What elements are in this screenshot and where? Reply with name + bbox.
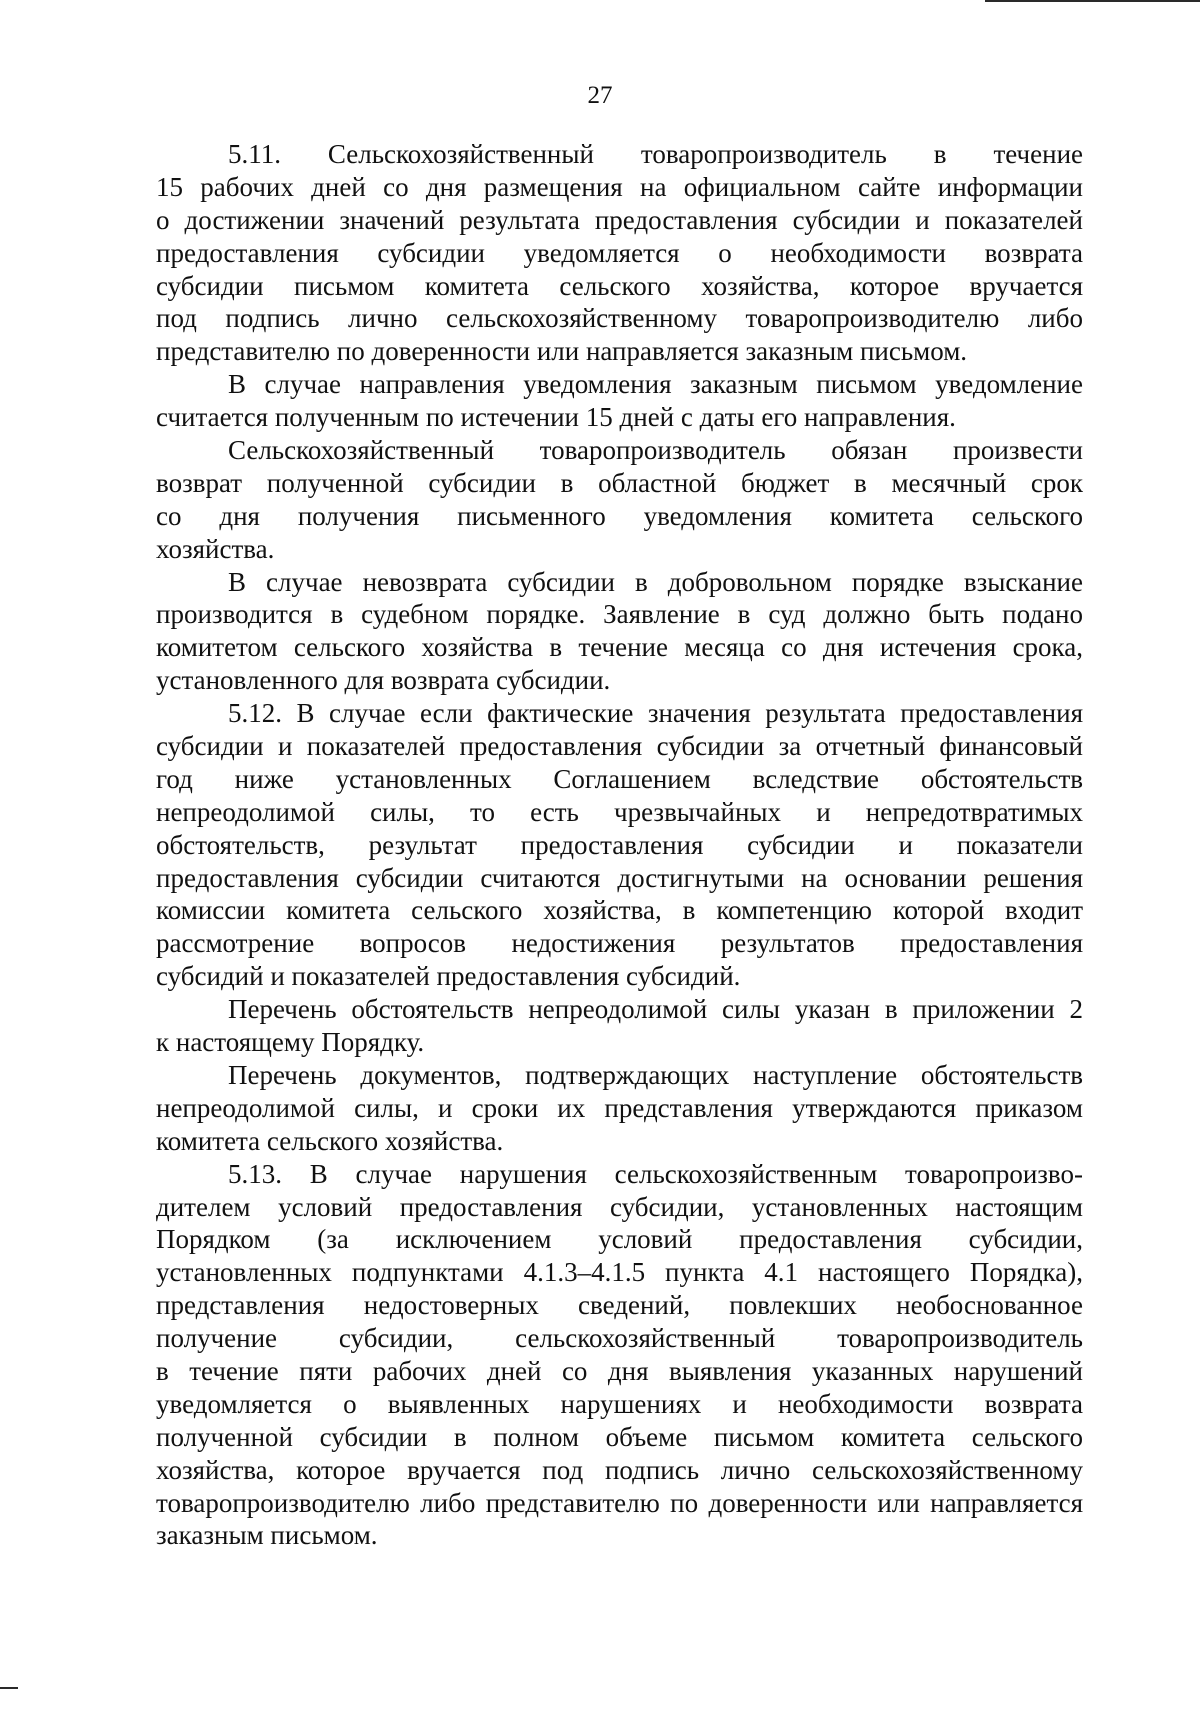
text-line: непреодолимой силы, то есть чрезвычайных и непредотвратимых [156,796,1083,827]
text-line: под подпись лично сельскохозяйственному товаропроизводителю либо [156,303,1083,334]
text-line: заказным письмом. [156,1520,378,1551]
text-line: Порядком (за исключением условий предоставления субсидии, [156,1224,1083,1255]
text-line: возврат полученной субсидии в областной бюджет в месячный срок [156,467,1083,498]
text-line: комитета сельского хозяйства. [156,1125,504,1156]
paragraph-first-line: Перечень обстоятельств непреодолимой силы указан в приложении 2 [228,994,1083,1025]
text-line: к настоящему Порядку. [156,1027,425,1058]
text-line: представителю по доверенности или направляется заказным письмом. [156,336,968,367]
text-line: год ниже установленных Соглашением вследствие обстоятельств [156,763,1083,794]
top-edge-rule [985,0,1200,2]
text-line: субсидии письмом комитета сельского хозяйства, которое вручается [156,270,1083,301]
text-line: 15 рабочих дней со дня размещения на официальном сайте информации [156,171,1083,202]
text-line: субсидии и показателей предоставления субсидии за отчетный финансовый [156,731,1083,762]
text-line: комитетом сельского хозяйства в течение месяца со дня истечения срока, [156,632,1083,663]
paragraph-first-line: В случае невозврата субсидии в добровольном порядке взыскание [228,566,1083,597]
text-line: предоставления субсидии уведомляется о необходимости возврата [156,237,1083,268]
text-line: хозяйства. [156,533,275,564]
document-body [156,138,1083,1552]
text-line: считается полученным по истечении 15 дней с даты его направления. [156,402,956,433]
text-line: производится в судебном порядке. Заявление в суд должно быть подано [156,599,1083,630]
text-line: комиссии комитета сельского хозяйства, в компетенцию которой входит [156,895,1083,926]
text-line: предоставления субсидии считаются достигнутыми на основании решения [156,862,1083,893]
text-line: установленных подпунктами 4.1.3–4.1.5 пункта 4.1 настоящего Порядка), [156,1257,1083,1288]
paragraph-first-line: Сельскохозяйственный товаропроизводитель обязан произвести [228,435,1083,466]
paragraph-first-line: 5.11. Сельскохозяйственный товаропроизводитель в течение [228,139,1083,169]
text-line: установленного для возврата субсидии. [156,665,611,696]
page-number: 27 [587,82,613,109]
bottom-edge-rule [0,1687,18,1689]
text-line: о достижении значений результата предоставления субсидии и показателей [156,204,1083,235]
paragraph-first-line: В случае направления уведомления заказным письмом уведомление [228,369,1083,400]
text-line: хозяйства, которое вручается под подпись лично сельскохозяйственному [156,1454,1083,1485]
text-line: в течение пяти рабочих дней со дня выявления указанных нарушений [156,1355,1083,1386]
text-line: субсидий и показателей предоставления субсидий. [156,961,741,992]
text-line: полученной субсидии в полном объеме письмом комитета сельского [156,1421,1083,1452]
text-line: представления недостоверных сведений, повлекших необоснованное [156,1290,1083,1321]
text-line: непреодолимой силы, и сроки их представления утверждаются приказом [156,1092,1083,1123]
text-line: получение субсидии, сельскохозяйственный товаропроизводитель [156,1323,1083,1354]
text-line: обстоятельств, результат предоставления субсидии и показатели [156,829,1083,860]
paragraph-first-line: 5.13. В случае нарушения сельскохозяйственным товаропроизво- [228,1158,1083,1189]
paragraph-first-line: 5.12. В случае если фактические значения результата предоставления [228,698,1083,729]
paragraph-first-line: Перечень документов, подтверждающих наступление обстоятельств [228,1059,1083,1090]
text-line: со дня получения письменного уведомления комитета сельского [156,500,1083,531]
text-line: рассмотрение вопросов недостижения результатов предоставления [156,928,1083,959]
text-line: дителем условий предоставления субсидии, установленных настоящим [156,1191,1083,1222]
text-line: уведомляется о выявленных нарушениях и необходимости возврата [156,1388,1083,1419]
text-line: товаропроизводителю либо представителю по доверенности или направляется [156,1487,1083,1518]
